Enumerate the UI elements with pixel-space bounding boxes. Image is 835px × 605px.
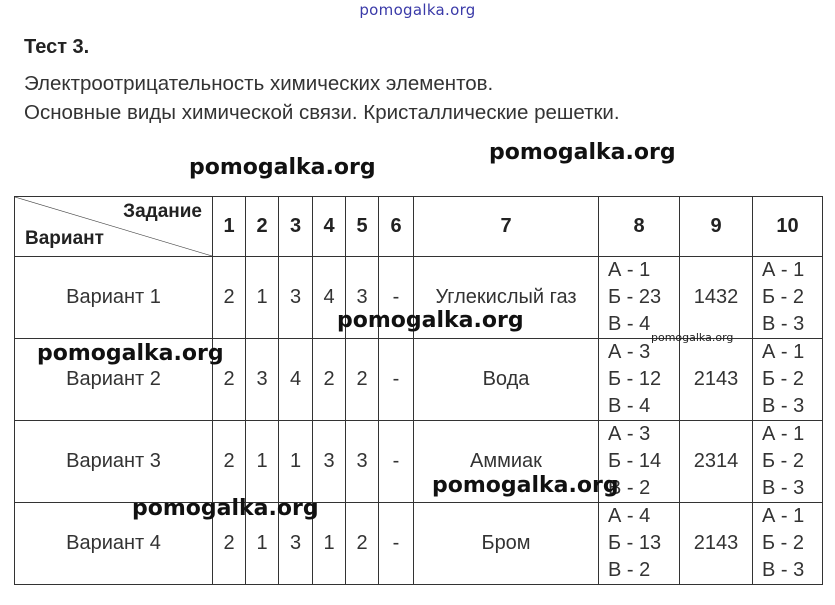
answer-cell: 2143 xyxy=(680,503,753,585)
matching-line: А - 1 xyxy=(608,259,651,281)
header-task-4: 4 xyxy=(313,197,346,257)
answer-cell: 3 xyxy=(313,421,346,503)
answer-cell: 1 xyxy=(279,421,313,503)
answer-cell: 3 xyxy=(346,257,379,339)
matching-answer-cell xyxy=(753,421,823,503)
matching-line: В - 2 xyxy=(608,477,651,499)
answer-cell: Вода xyxy=(414,339,599,421)
matching-line: А - 1 xyxy=(762,259,805,281)
subtitle-line-1: Электроотрицательность химических элементов. xyxy=(24,72,494,95)
answer-cell: 1 xyxy=(246,257,279,339)
matching-line: А - 3 xyxy=(608,423,651,445)
matching-line: Б - 2 xyxy=(762,286,805,308)
answer-cell: 1432 xyxy=(680,257,753,339)
watermark: pomogalka.org xyxy=(489,140,676,165)
header-task-9: 9 xyxy=(680,197,753,257)
header-task-10: 10 xyxy=(753,197,823,257)
test-title: Тест 3. xyxy=(24,36,90,58)
matching-line: А - 1 xyxy=(762,341,805,363)
answer-cell: 1 xyxy=(246,503,279,585)
matching-line: В - 3 xyxy=(762,477,805,499)
matching-line: В - 4 xyxy=(608,313,651,335)
watermark: pomogalka.org xyxy=(432,473,619,498)
answer-cell: - xyxy=(379,257,414,339)
matching-line: Б - 2 xyxy=(762,368,805,390)
answer-cell: - xyxy=(379,339,414,421)
answer-cell: 2 xyxy=(213,421,246,503)
answer-cell: 3 xyxy=(246,339,279,421)
answer-cell: - xyxy=(379,421,414,503)
corner-header-cell xyxy=(15,197,213,257)
subtitle-line-2: Основные виды химической связи. Кристаллические решетки. xyxy=(24,101,620,124)
answer-cell: 1 xyxy=(246,421,279,503)
matching-line: В - 3 xyxy=(762,395,805,417)
answer-cell: 2 xyxy=(346,503,379,585)
answer-cell: 4 xyxy=(279,339,313,421)
matching-line: В - 4 xyxy=(608,395,651,417)
matching-line: Б - 14 xyxy=(608,450,662,472)
matching-line: Б - 23 xyxy=(608,286,662,308)
matching-line: В - 3 xyxy=(762,313,805,335)
matching-answer-cell xyxy=(753,503,823,585)
header-task-7: 7 xyxy=(414,197,599,257)
answer-cell: - xyxy=(379,503,414,585)
answer-cell: 1 xyxy=(313,503,346,585)
answer-cell: Бром xyxy=(414,503,599,585)
watermark-small: pomogalka.org xyxy=(651,331,734,344)
corner-variant-label: Вариант xyxy=(25,228,104,249)
top-watermark: pomogalka.org xyxy=(359,1,476,19)
answer-cell: 4 xyxy=(313,257,346,339)
answer-cell: 2 xyxy=(213,257,246,339)
answer-cell: 2143 xyxy=(680,339,753,421)
variant-label: Вариант 4 xyxy=(15,503,213,585)
matching-line: Б - 2 xyxy=(762,532,805,554)
matching-answer-cell xyxy=(599,339,680,421)
corner-task-label: Задание xyxy=(123,201,202,222)
answer-cell: 2 xyxy=(346,339,379,421)
matching-line: А - 1 xyxy=(762,505,805,527)
watermark: pomogalka.org xyxy=(132,496,319,521)
matching-line: Б - 12 xyxy=(608,368,662,390)
answer-cell: 3 xyxy=(279,257,313,339)
watermark: pomogalka.org xyxy=(189,155,376,180)
answer-cell: 2 xyxy=(213,503,246,585)
variant-label: Вариант 1 xyxy=(15,257,213,339)
answer-cell: 2 xyxy=(313,339,346,421)
matching-line: А - 1 xyxy=(762,423,805,445)
header-task-3: 3 xyxy=(279,197,313,257)
watermark: pomogalka.org xyxy=(37,341,224,366)
matching-line: А - 4 xyxy=(608,505,651,527)
answer-cell: Аммиак xyxy=(414,421,599,503)
header-task-8: 8 xyxy=(599,197,680,257)
header-task-2: 2 xyxy=(246,197,279,257)
variant-label: Вариант 3 xyxy=(15,421,213,503)
matching-line: Б - 2 xyxy=(762,450,805,472)
matching-line: В - 2 xyxy=(608,559,651,581)
variant-label: Вариант 2 xyxy=(15,339,213,421)
matching-answer-cell xyxy=(753,257,823,339)
watermark: pomogalka.org xyxy=(337,308,524,333)
answer-cell: 2 xyxy=(213,339,246,421)
table-row xyxy=(15,421,823,503)
header-task-1: 1 xyxy=(213,197,246,257)
answer-cell: 3 xyxy=(346,421,379,503)
matching-line: А - 3 xyxy=(608,341,651,363)
answer-cell: 2314 xyxy=(680,421,753,503)
header-task-5: 5 xyxy=(346,197,379,257)
answers-table xyxy=(14,196,823,585)
header-task-6: 6 xyxy=(379,197,414,257)
matching-answer-cell xyxy=(599,257,680,339)
matching-answer-cell xyxy=(599,503,680,585)
matching-answer-cell xyxy=(753,339,823,421)
header-row xyxy=(15,197,823,257)
matching-line: Б - 13 xyxy=(608,532,662,554)
matching-line: В - 3 xyxy=(762,559,805,581)
answer-cell: 3 xyxy=(279,503,313,585)
answer-cell: Углекислый газ xyxy=(414,257,599,339)
